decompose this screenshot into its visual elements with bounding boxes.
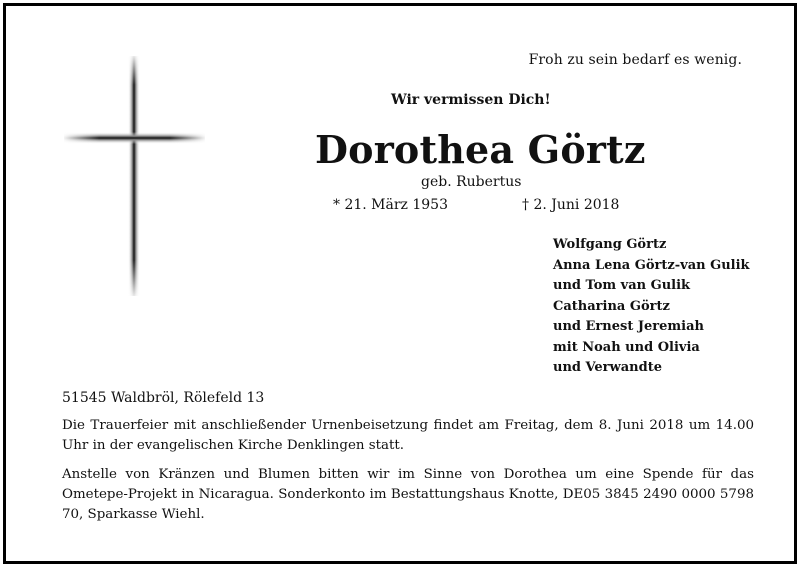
mourner-line: und Verwandte [553, 360, 662, 375]
obituary-frame [3, 3, 797, 564]
address-line: 51545 Waldbröl, Rölefeld 13 [62, 390, 265, 406]
mourner-line: Anna Lena Görtz-van Gulik [553, 257, 750, 273]
mourner-line: und Tom van Gulik [553, 278, 691, 293]
mourners-list [553, 235, 750, 379]
mourner-line: Wolfgang Görtz [553, 237, 667, 252]
donation-paragraph: Anstelle von Kränzen und Blumen bitten wir im Sinne von Dorothea um eine Spende für das Ometepe-Projekt in Nicaragua. Sonderkonto im Bestattungshaus Knotte, DE05 3845 2490 0000 5798 70, Sparkasse Wiehl. [62, 467, 754, 522]
cross-icon [64, 56, 205, 296]
funeral-paragraph: Die Trauerfeier mit anschließender Urnenbeisetzung findet am Freitag, dem 8. Juni 2018 um 14.00 Uhr in der evangelischen Kirche Denklingen statt. [62, 418, 754, 453]
mourner-line: Catharina Görtz [553, 298, 670, 314]
death-date: † 2. Juni 2018 [522, 197, 620, 213]
mourner-line: mit Noah und Olivia [553, 339, 700, 355]
life-dates [333, 197, 619, 213]
motto-text: Froh zu sein bedarf es wenig. [528, 52, 742, 68]
birth-date: * 21. März 1953 [333, 197, 448, 213]
miss-line: Wir vermissen Dich! [391, 92, 551, 108]
maiden-name: geb. Rubertus [421, 174, 522, 190]
mourner-line: und Ernest Jeremiah [553, 319, 704, 334]
deceased-name: Dorothea Görtz [315, 127, 646, 172]
